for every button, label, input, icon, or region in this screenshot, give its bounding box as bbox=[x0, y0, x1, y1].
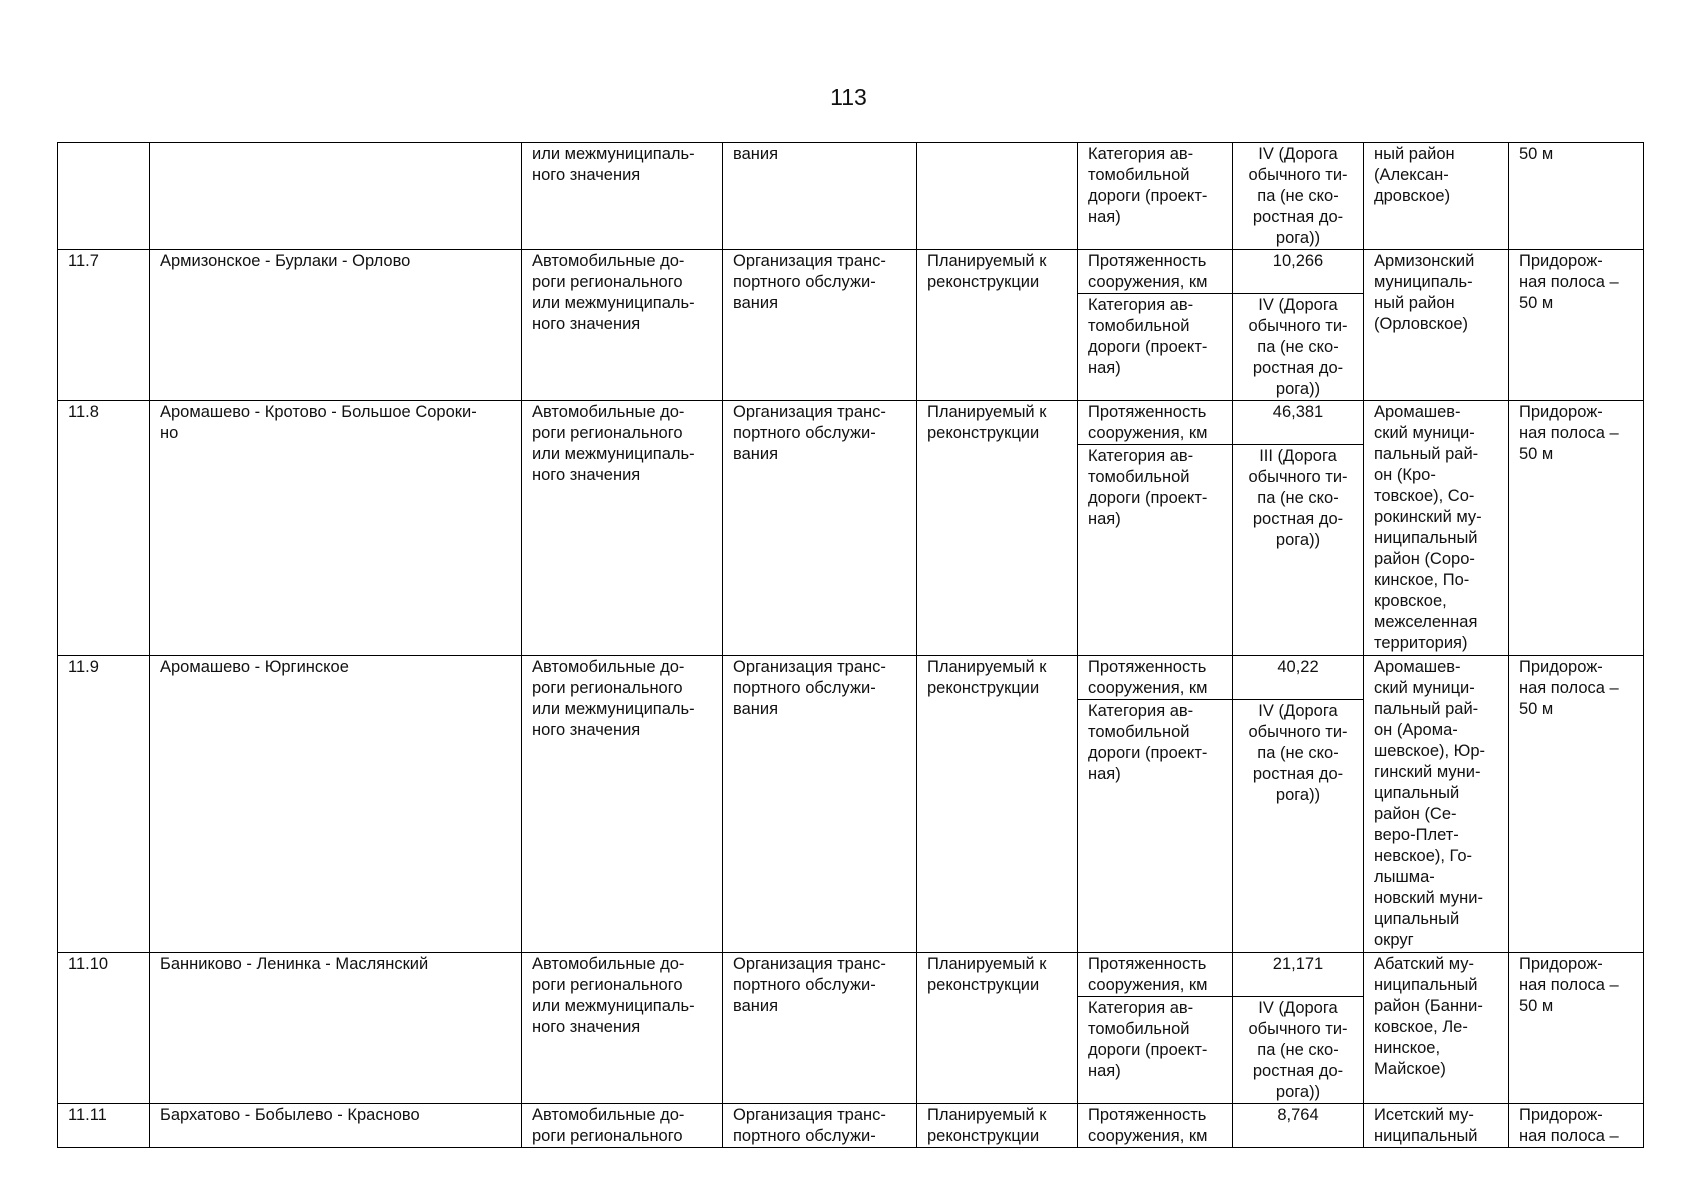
table-row bbox=[58, 953, 1644, 997]
cell-value: 8,764 bbox=[1233, 1104, 1364, 1148]
cell-zone: Придорож- ная полоса – 50 м bbox=[1509, 953, 1644, 1104]
cell-location: Исетский му- ниципальный bbox=[1364, 1104, 1509, 1148]
table-row bbox=[58, 656, 1644, 700]
cell-zone: Придорож- ная полоса – 50 м bbox=[1509, 250, 1644, 401]
cell-type: Автомобильные до- роги регионального или межмуниципаль- ного значения bbox=[522, 250, 723, 401]
cell-purpose: вания bbox=[723, 143, 917, 250]
cell-purpose: Организация транс- портного обслужи- вания bbox=[723, 656, 917, 953]
table-row bbox=[58, 401, 1644, 445]
cell-zone: Придорож- ная полоса – bbox=[1509, 1104, 1644, 1148]
cell-status: Планируемый к реконструкции bbox=[917, 656, 1078, 953]
cell-param: Категория ав- томобильной дороги (проект- ная) bbox=[1078, 294, 1233, 401]
cell-purpose: Организация транс- портного обслужи- вания bbox=[723, 401, 917, 656]
table-row bbox=[58, 250, 1644, 294]
cell-location: Аромашев- ский муници- пальный рай- он (Кро- товское), Со- рокинский му- ниципальный район (Соро- кинское, По- кровское, межселенная территория) bbox=[1364, 401, 1509, 656]
cell-param: Категория ав- томобильной дороги (проект- ная) bbox=[1078, 445, 1233, 656]
cell-location: ный район (Алексан- дровское) bbox=[1364, 143, 1509, 250]
cell-num: 11.11 bbox=[58, 1104, 150, 1148]
cell-location: Армизонский муниципаль- ный район (Орловское) bbox=[1364, 250, 1509, 401]
cell-num: 11.10 bbox=[58, 953, 150, 1104]
cell-status bbox=[917, 143, 1078, 250]
cell-value: 21,171 bbox=[1233, 953, 1364, 997]
cell-type: Автомобильные до- роги регионального или межмуниципаль- ного значения bbox=[522, 401, 723, 656]
cell-value: IV (Дорога обычного ти- па (не ско- ростная до- рога)) bbox=[1233, 294, 1364, 401]
cell-name: Бархатово - Бобылево - Красново bbox=[150, 1104, 522, 1148]
cell-value: 46,381 bbox=[1233, 401, 1364, 445]
cell-location: Аромашев- ский муници- пальный рай- он (Арома- шевское), Юр- гинский муни- ципальный район (Се- веро-Плет- невское), Го- лышма- новский муни- ципальный округ bbox=[1364, 656, 1509, 953]
roads-table bbox=[57, 142, 1644, 1148]
cell-name bbox=[150, 143, 522, 250]
cell-value: 10,266 bbox=[1233, 250, 1364, 294]
cell-location: Абатский му- ниципальный район (Банни- ковское, Ле- нинское, Майское) bbox=[1364, 953, 1509, 1104]
cell-value: IV (Дорога обычного ти- па (не ско- ростная до- рога)) bbox=[1233, 700, 1364, 953]
cell-name: Аромашево - Юргинское bbox=[150, 656, 522, 953]
cell-name: Аромашево - Кротово - Большое Сороки- но bbox=[150, 401, 522, 656]
cell-name: Банниково - Ленинка - Маслянский bbox=[150, 953, 522, 1104]
cell-type: Автомобильные до- роги регионального bbox=[522, 1104, 723, 1148]
cell-zone: Придорож- ная полоса – 50 м bbox=[1509, 401, 1644, 656]
cell-status: Планируемый к реконструкции bbox=[917, 1104, 1078, 1148]
cell-type: Автомобильные до- роги регионального или межмуниципаль- ного значения bbox=[522, 953, 723, 1104]
table-row bbox=[58, 143, 1644, 250]
cell-purpose: Организация транс- портного обслужи- bbox=[723, 1104, 917, 1148]
cell-type: или межмуниципаль- ного значения bbox=[522, 143, 723, 250]
cell-num: 11.7 bbox=[58, 250, 150, 401]
cell-name: Армизонское - Бурлаки - Орлово bbox=[150, 250, 522, 401]
cell-param: Категория ав- томобильной дороги (проект- ная) bbox=[1078, 997, 1233, 1104]
cell-param: Категория ав- томобильной дороги (проект- ная) bbox=[1078, 700, 1233, 953]
cell-value: 40,22 bbox=[1233, 656, 1364, 700]
cell-status: Планируемый к реконструкции bbox=[917, 401, 1078, 656]
cell-num bbox=[58, 143, 150, 250]
cell-num: 11.8 bbox=[58, 401, 150, 656]
cell-param: Протяженность сооружения, км bbox=[1078, 250, 1233, 294]
cell-status: Планируемый к реконструкции bbox=[917, 250, 1078, 401]
table-row bbox=[58, 1104, 1644, 1148]
cell-num: 11.9 bbox=[58, 656, 150, 953]
cell-value: III (Дорога обычного ти- па (не ско- ростная до- рога)) bbox=[1233, 445, 1364, 656]
cell-param: Протяженность сооружения, км bbox=[1078, 953, 1233, 997]
cell-value: IV (Дорога обычного ти- па (не ско- ростная до- рога)) bbox=[1233, 997, 1364, 1104]
cell-param: Протяженность сооружения, км bbox=[1078, 401, 1233, 445]
cell-type: Автомобильные до- роги регионального или межмуниципаль- ного значения bbox=[522, 656, 723, 953]
cell-value: IV (Дорога обычного ти- па (не ско- ростная до- рога)) bbox=[1233, 143, 1364, 250]
cell-zone: 50 м bbox=[1509, 143, 1644, 250]
page-number: 113 bbox=[830, 84, 867, 110]
cell-status: Планируемый к реконструкции bbox=[917, 953, 1078, 1104]
cell-param: Протяженность сооружения, км bbox=[1078, 1104, 1233, 1148]
cell-param: Категория ав- томобильной дороги (проект- ная) bbox=[1078, 143, 1233, 250]
cell-purpose: Организация транс- портного обслужи- вания bbox=[723, 953, 917, 1104]
cell-purpose: Организация транс- портного обслужи- вания bbox=[723, 250, 917, 401]
cell-param: Протяженность сооружения, км bbox=[1078, 656, 1233, 700]
cell-zone: Придорож- ная полоса – 50 м bbox=[1509, 656, 1644, 953]
